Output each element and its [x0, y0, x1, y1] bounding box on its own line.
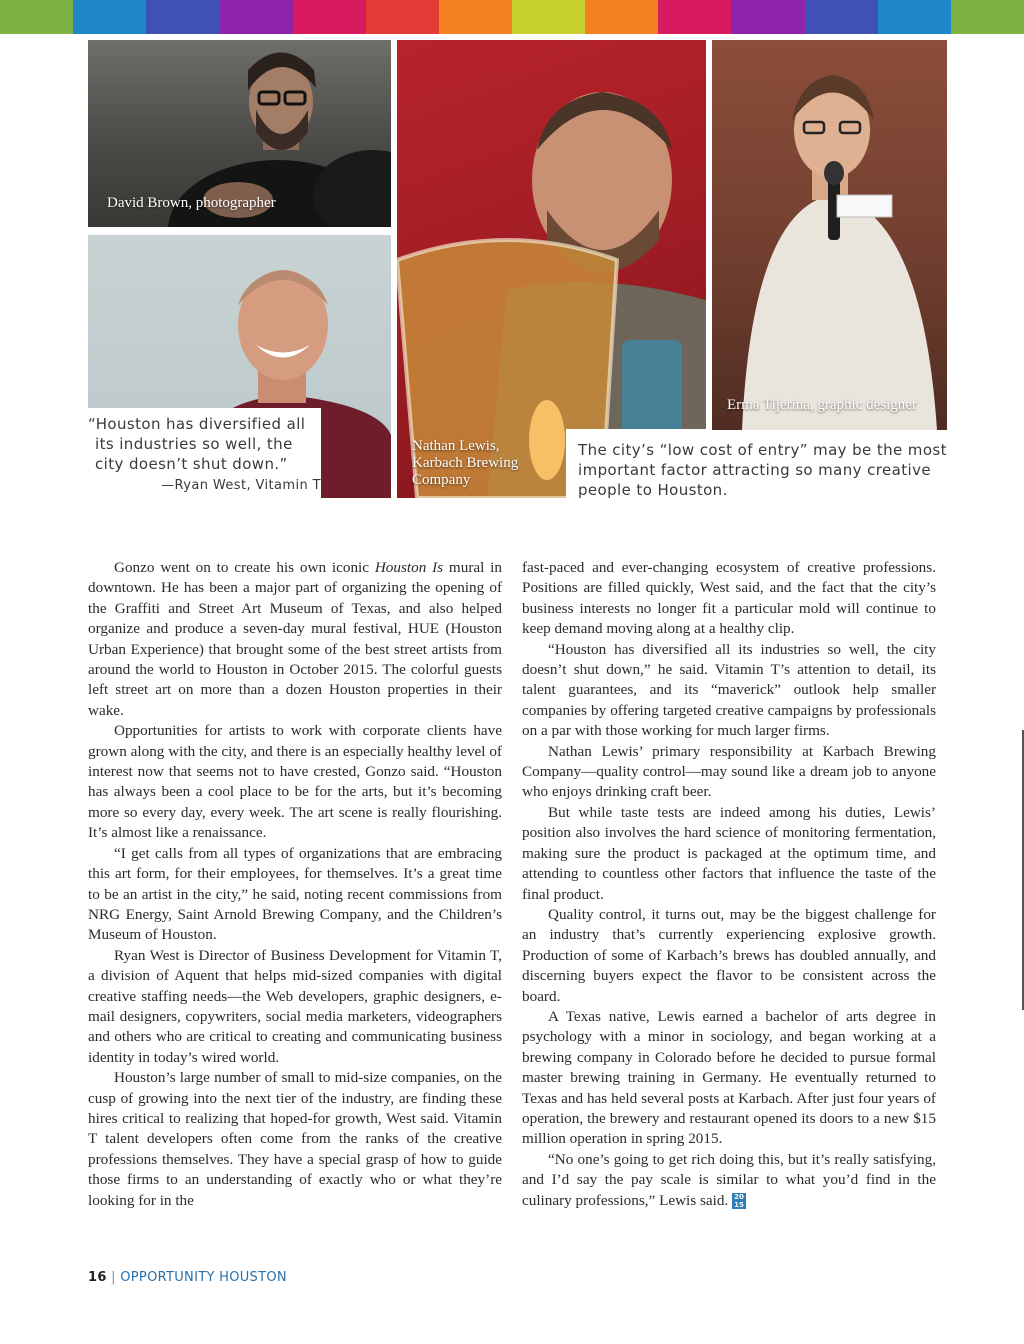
quote-ryan-line: city doesn’t shut down.”: [95, 455, 288, 473]
stripe: [951, 0, 1024, 34]
paragraph: “Houston has diversified all its industries so well, the city doesn’t shut down,” he said. Vitamin T’s attention to detail, its talent guarantees, and its “maverick” outlook help smaller companies by offering targeted creative campaigns by professionals on a par with those working for much larger firms.: [522, 640, 936, 740]
stripe: [878, 0, 951, 34]
caption-erma-tijerina: Erma Tijerina, graphic designer: [727, 397, 917, 413]
publication-title: OPPORTUNITY HOUSTON: [120, 1270, 287, 1285]
stripe: [366, 0, 439, 34]
paragraph: Opportunities for artists to work with corporate clients have grown along with the city, and there is an especially healthy level of interest now that seems not to have crested, Gonzo said. “Houston has always been a cool place to be for the arts, but it’s becoming more so every day, every week. The art scene is really flourishing. It’s almost like a renaissance.: [88, 722, 502, 842]
page-footer: [88, 1270, 287, 1285]
photo-nathan-lewis: [397, 40, 706, 498]
article-column-right: [522, 558, 936, 1211]
caption-david-brown: David Brown, photographer: [107, 195, 276, 211]
paragraph: But while taste tests are indeed among his duties, Lewis’ position also involves the hard science of monitoring fermentation, making sure the product is packaged at the optimum time, and attending to countless other factors that influence the taste of the final product.: [522, 803, 936, 903]
stripe: [731, 0, 804, 34]
photo-david-brown: [88, 40, 391, 227]
quote-ryan-line: its industries so well, the: [95, 435, 293, 453]
paragraph: fast-paced and ever-changing ecosystem of creative professions. Positions are filled quickly, West said, and the fact that the city’s business interests no longer fit a particular mold will continue to keep demand moving along at a healthy clip.: [522, 559, 936, 638]
caption-nathan-line: Nathan Lewis,: [412, 438, 500, 454]
quote-city-line: important factor attracting so many creative: [578, 461, 931, 479]
italic-title: Houston Is: [374, 559, 444, 576]
stripe: [219, 0, 292, 34]
page-number: 16: [88, 1270, 107, 1285]
paragraph: Nathan Lewis’ primary responsibility at Karbach Brewing Company—quality control—may sound like a dream job to anyone who enjoys drinking craft beer.: [522, 742, 936, 801]
photo-erma-tijerina: [712, 40, 947, 430]
stripe: [658, 0, 731, 34]
quote-ryan-line: “Houston has diversified all: [88, 415, 306, 433]
stripe: [73, 0, 146, 34]
article-column-left: [88, 558, 502, 1211]
quote-ryan-west: [88, 408, 321, 498]
stripe: [439, 0, 512, 34]
caption-nathan-line: Company: [412, 472, 471, 488]
caption-nathan-line: Karbach Brewing: [412, 455, 519, 471]
photo-ryan-west: [88, 235, 391, 498]
quote-city-line: The city’s “low cost of entry” may be the most: [578, 441, 947, 459]
paragraph: Quality control, it turns out, may be the biggest challenge for an industry that’s currently experiencing explosive growth. Production of some of Karbach’s brews has doubled annually, and discerning buyers expect the flavor to be consistent across the board.: [522, 905, 936, 1005]
color-stripe-bar: [0, 0, 1024, 34]
quote-low-cost-of-entry: [578, 440, 958, 500]
footer-separator: |: [111, 1270, 116, 1285]
paragraph: Houston’s large number of small to mid-size companies, on the cusp of growing into the next tier of the industry, are finding these hires critical to realizing that hoped-for growth, West said. Vitamin T talent developers often come from the ranks of the creative professions themselves. They have a special grasp of how to guide those firms to an understanding of exactly who or what they’re looking for in the: [88, 1069, 502, 1209]
photo-erma-tijerina-figure: [712, 40, 947, 430]
caption-nathan-lewis: [412, 438, 518, 489]
paragraph: “No one’s going to get rich doing this, but it’s really satisfying, and I’d say the pay scale is similar to what you’d find in the culinary professions,” Lewis said. 20 15: [522, 1150, 936, 1209]
stripe: [293, 0, 366, 34]
paragraph: “I get calls from all types of organizations that are embracing this art form, for their employees, for themselves. It’s a great time to be an artist in the city,” he said, noting recent commissions from NRG Energy, Saint Arnold Brewing Company, and the Children’s Museum of Houston.: [88, 844, 502, 944]
stripe: [585, 0, 658, 34]
stripe: [0, 0, 73, 34]
quote-city-line: people to Houston.: [578, 481, 728, 499]
end-mark-2015-icon: 20 15: [732, 1193, 746, 1209]
paragraph: A Texas native, Lewis earned a bachelor of arts degree in psychology with a minor in sociology, and began working at a brewing company in Colorado before he decided to pursue formal master brewing training in Germany. He eventually returned to Texas and has held several posts at Karbach. After just four years of operation, the brewery and restaurant opened its doors to a new $15 million operation in spring 2015.: [522, 1007, 936, 1148]
stripe: [805, 0, 878, 34]
paragraph: Ryan West is Director of Business Development for Vitamin T, a division of Aquent that helps mid-sized companies with digital creative staffing needs—the Web developers, graphic designers, e-mail designers, copywriters, social media marketers, videographers and others who are critical to creating and communicating business identity in today’s wired world.: [88, 946, 502, 1066]
quote-ryan-attribution: —Ryan West, Vitamin T: [161, 478, 321, 493]
stripe: [146, 0, 219, 34]
paragraph: Gonzo went on to create his own iconic Houston Is mural in downtown. He has been a major part of organizing the opening of the Graffiti and Street Art Museum of Texas, and also helped organize and produce a seven-day mural festival, HUE (Houston Urban Experience) that brought some of the best street artists from around the world to Houston in October 2015. The colorful guests left street art on more than a dozen Houston properties in their wake.: [88, 559, 502, 719]
stripe: [512, 0, 585, 34]
